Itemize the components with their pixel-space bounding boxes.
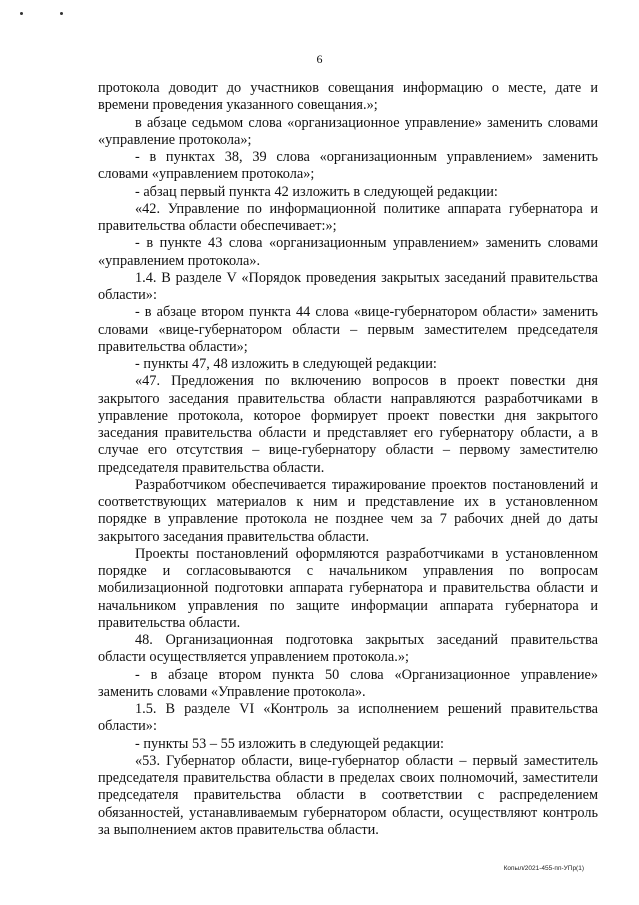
document-code: Копыл/2021-455-пп-УПр(1) [503, 865, 584, 872]
paragraph: «47. Предложения по включению вопросов в проект повестки дня закрытого заседания правительства области направляются разработчиками в управление протокола, которое формирует проект повестки дня закрытого заседания правительства области и представляет его губернатору области, а в случае его отсутствия – вице-губернатору области – первому заместителю председателя правительства области. [98, 373, 598, 476]
paragraph: 48. Организационная подготовка закрытых заседаний правительства области осуществляется управлением протокола.»; [98, 632, 598, 666]
paragraph: Разработчиком обеспечивается тиражирование проектов постановлений и соответствующих материалов к ним и представление их в установленном порядке в управление протокола не позднее чем за 7 рабочих дней до даты закрытого заседания правительства области. [98, 476, 598, 545]
paragraph: «42. Управление по информационной политике аппарата губернатора и правительства области обеспечивает:»; [98, 200, 598, 234]
scan-dot-right [60, 12, 63, 15]
paragraph: - абзац первый пункта 42 изложить в следующей редакции: [135, 183, 498, 200]
paragraph: «53. Губернатор области, вице-губернатор области – первый заместитель председателя правительства области в пределах своих полномочий, заместители председателя правительства области в соответствии с распределением обязанностей, устанавливаемым губернатором области, осуществляют контроль за выполнением актов правительства области. [98, 752, 598, 838]
paragraph: Проекты постановлений оформляются разработчиками в установленном порядке и согласовываются с начальником управления по вопросам мобилизационной подготовки аппарата губернатора и правительства области и начальником управления по защите информации аппарата губернатора и правительства области. [98, 545, 598, 631]
paragraph: - в абзаце втором пункта 44 слова «вице-губернатором области» заменить словами «вице-губернатором области – первым заместителем председателя правительства области»; [98, 304, 598, 355]
paragraph: - в пункте 43 слова «организационным управлением» заменить словами «управлением протокола». [98, 235, 598, 269]
paragraph: - пункты 47, 48 изложить в следующей редакции: [135, 356, 437, 372]
document-body [98, 80, 598, 839]
paragraph: 1.5. В разделе VI «Контроль за исполнением решений правительства области»: [98, 701, 598, 735]
paragraph: - в абзаце втором пункта 50 слова «Организационное управление» заменить словами «Управление протокола». [98, 666, 598, 700]
paragraph: - в пунктах 38, 39 слова «организационным управлением» заменить словами «управлением протокола»; [98, 149, 598, 183]
scan-dot-left [20, 12, 23, 15]
paragraph: в абзаце седьмом слова «организационное управление» заменить словами «управление протокола»; [98, 114, 598, 148]
page-number: 6 [316, 52, 323, 66]
paragraph: 1.4. В разделе V «Порядок проведения закрытых заседаний правительства области»: [98, 269, 598, 303]
paragraph: протокола доводит до участников совещания информацию о месте, дате и времени проведения указанного совещания.»; [98, 80, 598, 114]
paragraph: - пункты 53 – 55 изложить в следующей редакции: [135, 735, 444, 752]
